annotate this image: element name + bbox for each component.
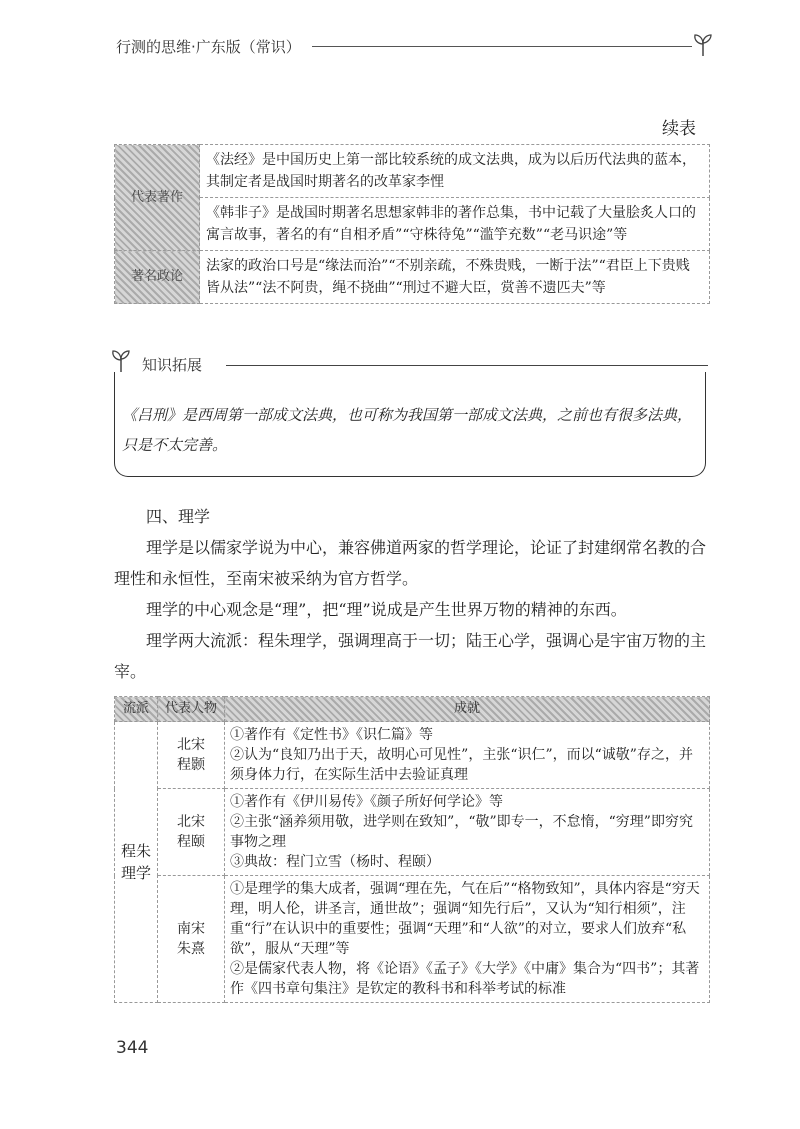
achievements-cell: [225, 722, 710, 789]
sprout-icon: [108, 348, 134, 374]
person-era: 北宋: [177, 814, 205, 830]
table-row: [115, 876, 710, 1003]
achievement-item: ①是理学的集大成者，强调“理在先，气在后”“格物致知”，具体内容是“穷天理，明人伦，讲圣言，通世故”；强调“知先行后”，又认为“知行相须”，注重“行”在认识中的重要性；强调“天理”和“人欲”的对立，要求人们放弃“私欲”，服从“天理”等: [230, 881, 700, 957]
person-cell: [158, 789, 225, 876]
achievement-item: ①著作有《定性书》《识仁篇》等: [230, 727, 433, 743]
achievement-item: ②主张“涵养须用敬，进学则在致知”，“敬”即专一，不怠惰，“穷理”即穷究事物之理: [230, 814, 693, 850]
table-header-row: [115, 697, 710, 722]
sprout-icon: [690, 32, 716, 58]
achievements-cell: [225, 789, 710, 876]
page-header: [116, 32, 716, 62]
table-cell: 《韩非子》是战国时期著名思想家韩非的著作总集，书中记载了大量脍炙人口的寓言故事，著名的有“自相矛盾”“守株待兔”“滥竽充数”“老马识途”等: [200, 198, 710, 251]
neo-confucianism-table: [114, 696, 710, 1003]
person-era: 南宋: [177, 921, 205, 937]
header-title: 行测的思维·广东版（常识）: [116, 38, 301, 56]
legalism-table: [114, 144, 710, 304]
header-rule: [312, 46, 692, 47]
header-school: 流派: [115, 697, 158, 722]
achievements-cell: [225, 876, 710, 1003]
table-cell: 法家的政治口号是“缘法而治”“不别亲疏，不殊贵贱，一断于法”“君臣上下贵贱皆从法”“法不阿贵，绳不挠曲”“刑过不避大臣，赏善不遗匹夫”等: [200, 251, 710, 304]
achievement-item: ①著作有《伊川易传》《颜子所好何学论》等: [230, 794, 503, 810]
header-person: 代表人物: [158, 697, 225, 722]
person-name: 程颐: [177, 834, 205, 850]
table-row: [115, 145, 710, 198]
person-name: 朱熹: [177, 941, 205, 957]
row-label: 代表著作: [115, 145, 200, 251]
table-cell: 《法经》是中国历史上第一部比较系统的成文法典，成为以后历代法典的蓝本，其制定者是战国时期著名的改革家李悝: [200, 145, 710, 198]
achievement-item: ③典故：程门立雪（杨时、程颐）: [230, 854, 440, 870]
table-row: [115, 198, 710, 251]
knowledge-box-text: 《吕刑》是西周第一部成文法典，也可称为我国第一部成文法典，之前也有很多法典，只是不太完善。: [122, 406, 693, 454]
table-continued-label: 续表: [662, 119, 696, 139]
row-label: 著名政论: [115, 251, 200, 304]
page-number: 344: [116, 1038, 149, 1058]
table-row: [115, 722, 710, 789]
table-row: [115, 251, 710, 304]
person-cell: [158, 722, 225, 789]
paragraph: 理学是以儒家学说为中心，兼容佛道两家的哲学理论，论证了封建纲常名教的合理性和永恒性，至南宋被采纳为官方哲学。: [114, 538, 707, 588]
school-cell: 程朱理学: [115, 722, 158, 1003]
person-name: 程颢: [177, 757, 205, 773]
header-achievements: 成就: [225, 697, 710, 722]
knowledge-box-rule: [226, 365, 708, 366]
table-row: [115, 789, 710, 876]
achievement-item: ②认为“良知乃出于天，故明心可见性”，主张“识仁”，而以“诚敬”存之，并须身体力行，在实际生活中去验证真理: [230, 747, 693, 783]
section-heading: 四、理学: [146, 507, 211, 526]
paragraph: 理学的中心观念是“理”，把“理”说成是产生世界万物的精神的东西。: [146, 600, 627, 619]
knowledge-box-header: [108, 348, 708, 378]
paragraph: 理学两大流派：程朱理学，强调理高于一切；陆王心学，强调心是宇宙万物的主宰。: [114, 631, 707, 681]
knowledge-box-title: 知识拓展: [142, 356, 203, 374]
person-cell: [158, 876, 225, 1003]
achievement-item: ②是儒家代表人物，将《论语》《孟子》《大学》《中庸》集合为“四书”；其著作《四书章句集注》是钦定的教科书和科举考试的标准: [230, 961, 700, 997]
person-era: 北宋: [177, 737, 205, 753]
